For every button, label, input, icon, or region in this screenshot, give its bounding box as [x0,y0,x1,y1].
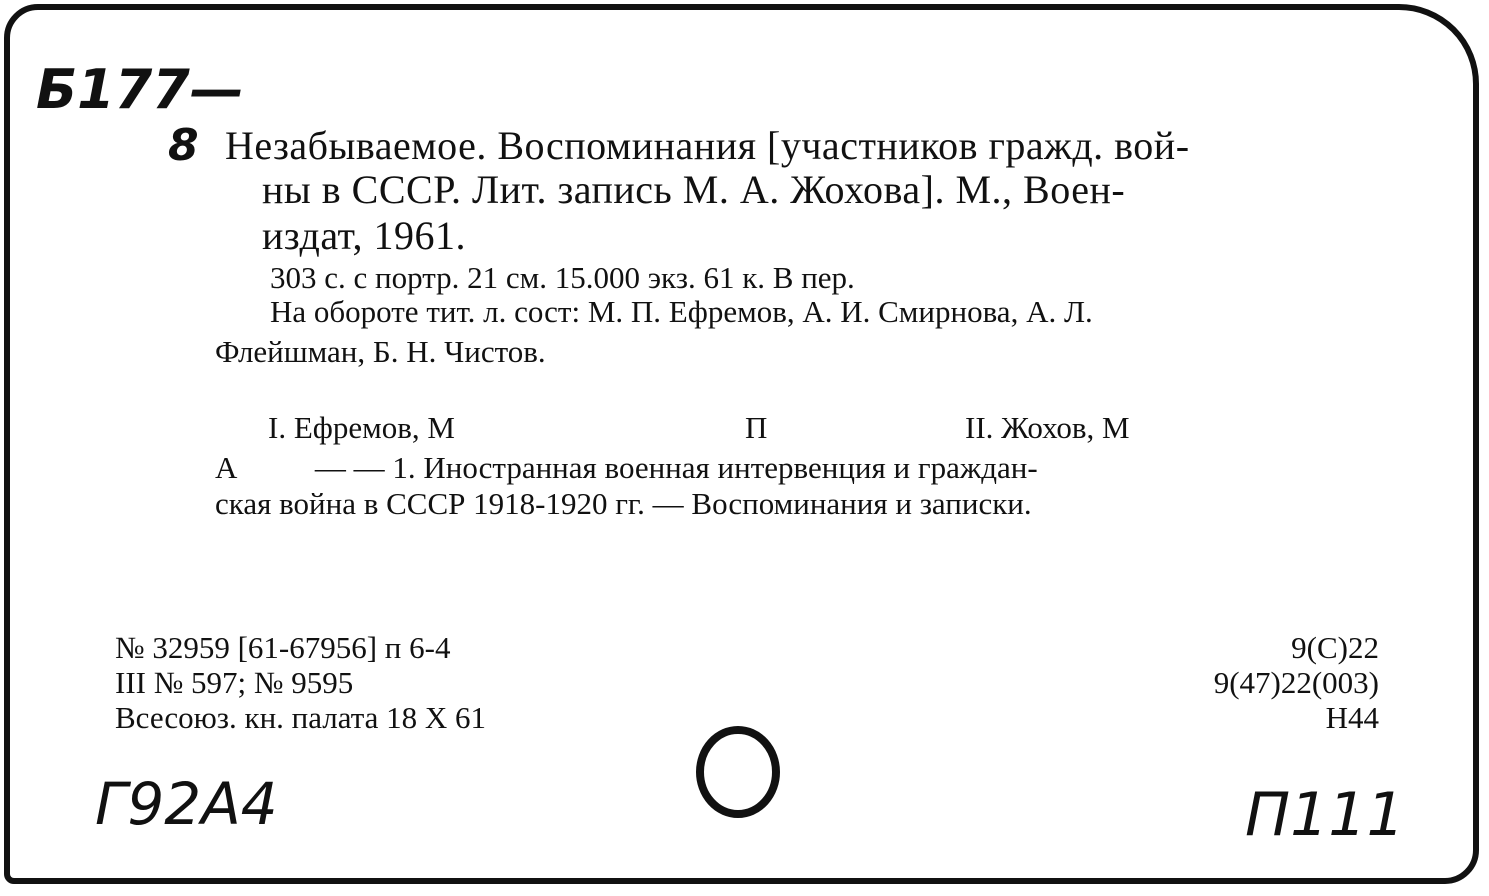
number-handwritten: 8 [168,120,199,171]
shelfmark-handwritten: Б177— [36,58,244,121]
tracing-line-1a: I. Ефремов, М [268,410,455,445]
entry-line-1: Незабываемое. Воспоминания [участников гражд. вой- [225,123,1190,168]
description-line-2: На обороте тит. л. сост: М. П. Ефремов, А. И. Смирнова, А. Л. [270,294,1093,329]
tracing-line-1c: II. Жохов, М [965,410,1130,445]
entry-line-2: ны в СССР. Лит. запись М. А. Жохова]. М., Воен- [262,167,1126,212]
footer-right-line-1: 9(С)22 [1291,630,1379,665]
description-line-1: 303 с. с портр. 21 см. 15.000 экз. 61 к. В пер. [270,260,855,295]
footer-left-line-1: № 32959 [61-67956] п 6-4 [115,630,451,665]
footer-left-line-3: Всесоюз. кн. палата 18 X 61 [115,700,487,735]
handwritten-bottom-right: П111 [1245,780,1405,850]
entry-line-3: издат, 1961. [262,213,467,258]
footer-left-line-2: III № 597; № 9595 [115,665,354,700]
description-line-3: Флейшман, Б. Н. Чистов. [215,334,546,369]
tracing-line-3: ская война в СССР 1918-1920 гг. — Воспоминания и записки. [215,486,1032,521]
footer-right-line-2: 9(47)22(003) [1213,665,1379,700]
footer-right-line-3: Н44 [1325,700,1379,735]
punch-hole-icon [690,722,790,822]
tracing-line-1b: П [745,410,768,445]
tracing-line-2: А — — 1. Иностранная военная интервенция и граждан- [215,450,1038,485]
handwritten-bottom-left: Г92А4 [95,770,278,838]
